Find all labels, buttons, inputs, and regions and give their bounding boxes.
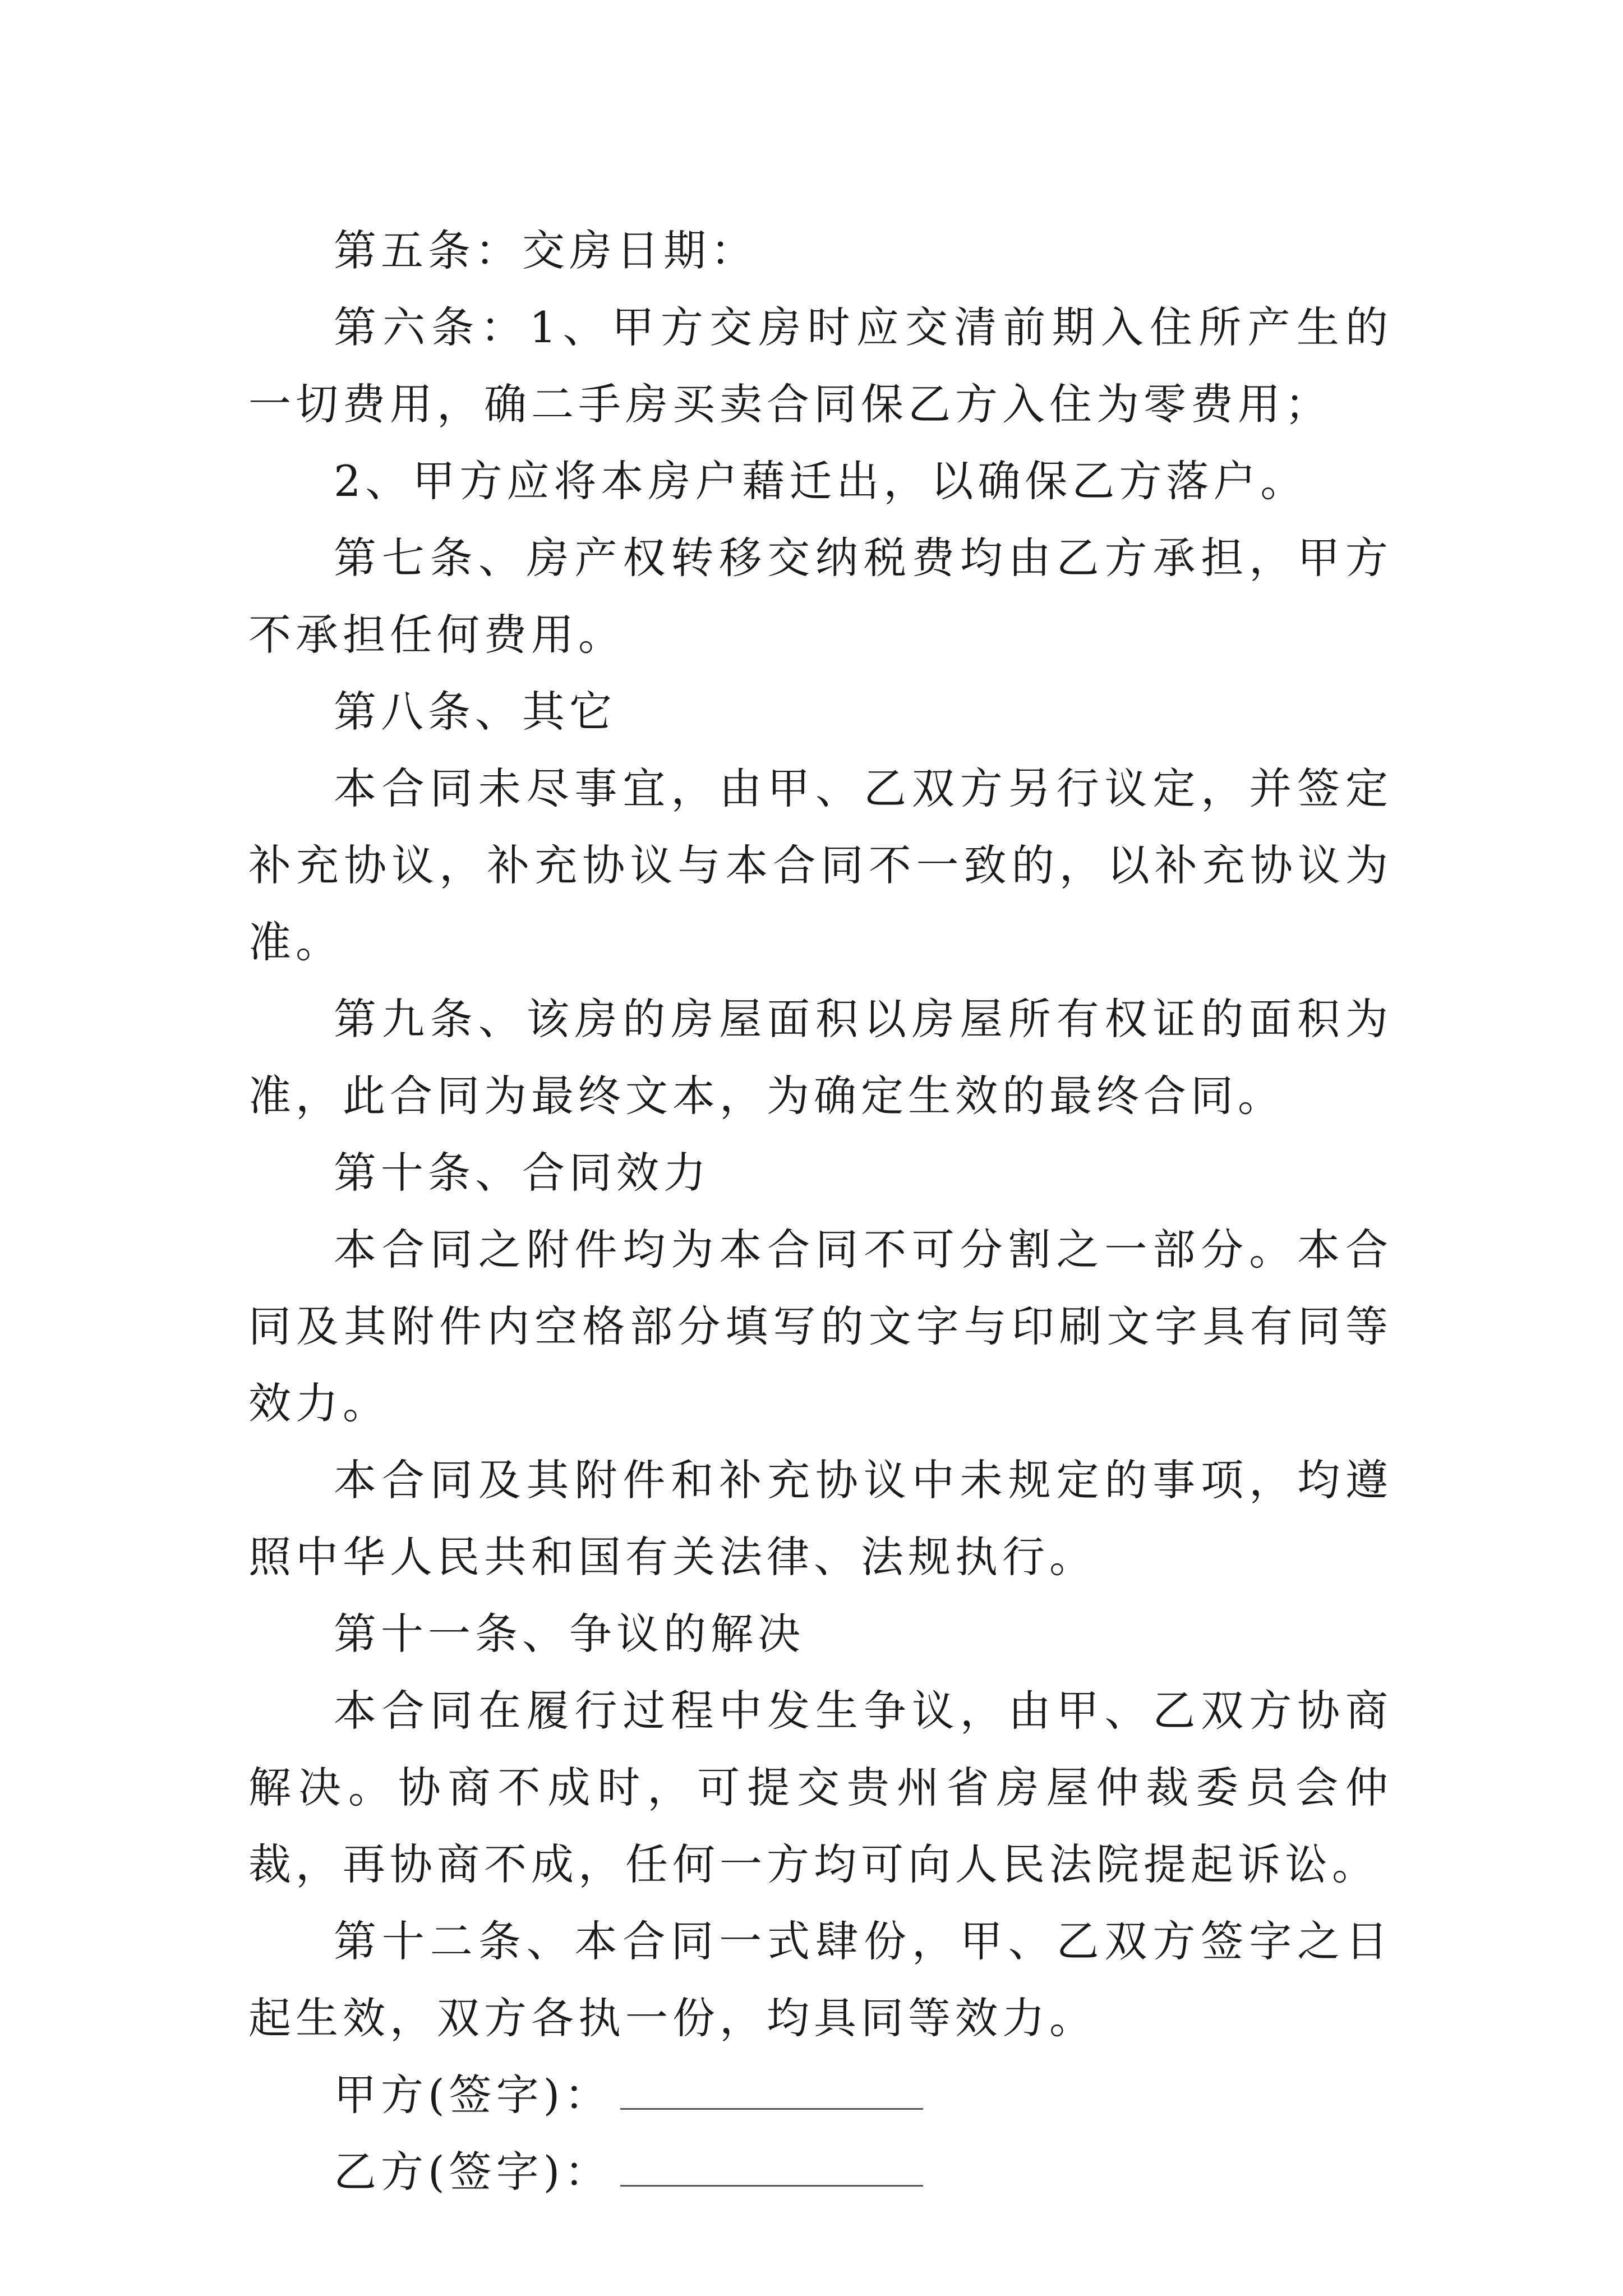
- clause-8-body: 本合同未尽事宜，由甲、乙双方另行议定，并签定补充协议，补充协议与本合同不一致的，以补充协议为准。: [248, 763, 1393, 967]
- clause-11-body: 本合同在履行过程中发生争议，由甲、乙双方协商解决。协商不成时，可提交贵州省房屋仲裁委员会仲裁，再协商不成，任何一方均可向人民法院提起诉讼。: [248, 1686, 1393, 1889]
- clause-9: 第九条、该房的房屋面积以房屋所有权证的面积为准，此合同为最终文本，为确定生效的最终合同。: [248, 994, 1393, 1121]
- party-b-signature-line: [620, 2151, 923, 2187]
- contract-body: [248, 212, 1393, 2210]
- clause-6-item-1: 第六条：1、甲方交房时应交清前期入住所产生的一切费用，确二手房买卖合同保乙方入住为零费用；: [248, 302, 1393, 429]
- party-a-signature-row: [248, 2056, 1393, 2133]
- clause-7: 第七条、房产权转移交纳税费均由乙方承担，甲方不承担任何费用。: [248, 533, 1393, 660]
- party-a-signature-line: [620, 2074, 923, 2110]
- clause-8-heading: 第八条、其它: [334, 687, 616, 737]
- clause-12: 第十二条、本合同一式肆份，甲、乙双方签字之日起生效，双方各执一份，均具同等效力。: [248, 1916, 1393, 2043]
- clause-5: 第五条：交房日期：: [334, 226, 758, 275]
- clause-10-heading: 第十条、合同效力: [334, 1148, 711, 1198]
- clause-6-item-2: 2、甲方应将本房户藉迁出，以确保乙方落户。: [334, 456, 1308, 506]
- party-a-signature-label: 甲方(签字)：: [334, 2070, 612, 2120]
- party-b-signature-label: 乙方(签字)：: [334, 2147, 612, 2197]
- clause-11-heading: 第十一条、争议的解决: [334, 1609, 805, 1659]
- party-b-signature-row: [248, 2133, 1393, 2210]
- clause-10-body-2: 本合同及其附件和补充协议中未规定的事项，均遵照中华人民共和国有关法律、法规执行。: [248, 1455, 1393, 1582]
- clause-10-body-1: 本合同之附件均为本合同不可分割之一部分。本合同及其附件内空格部分填写的文字与印刷文字具有同等效力。: [248, 1225, 1393, 1428]
